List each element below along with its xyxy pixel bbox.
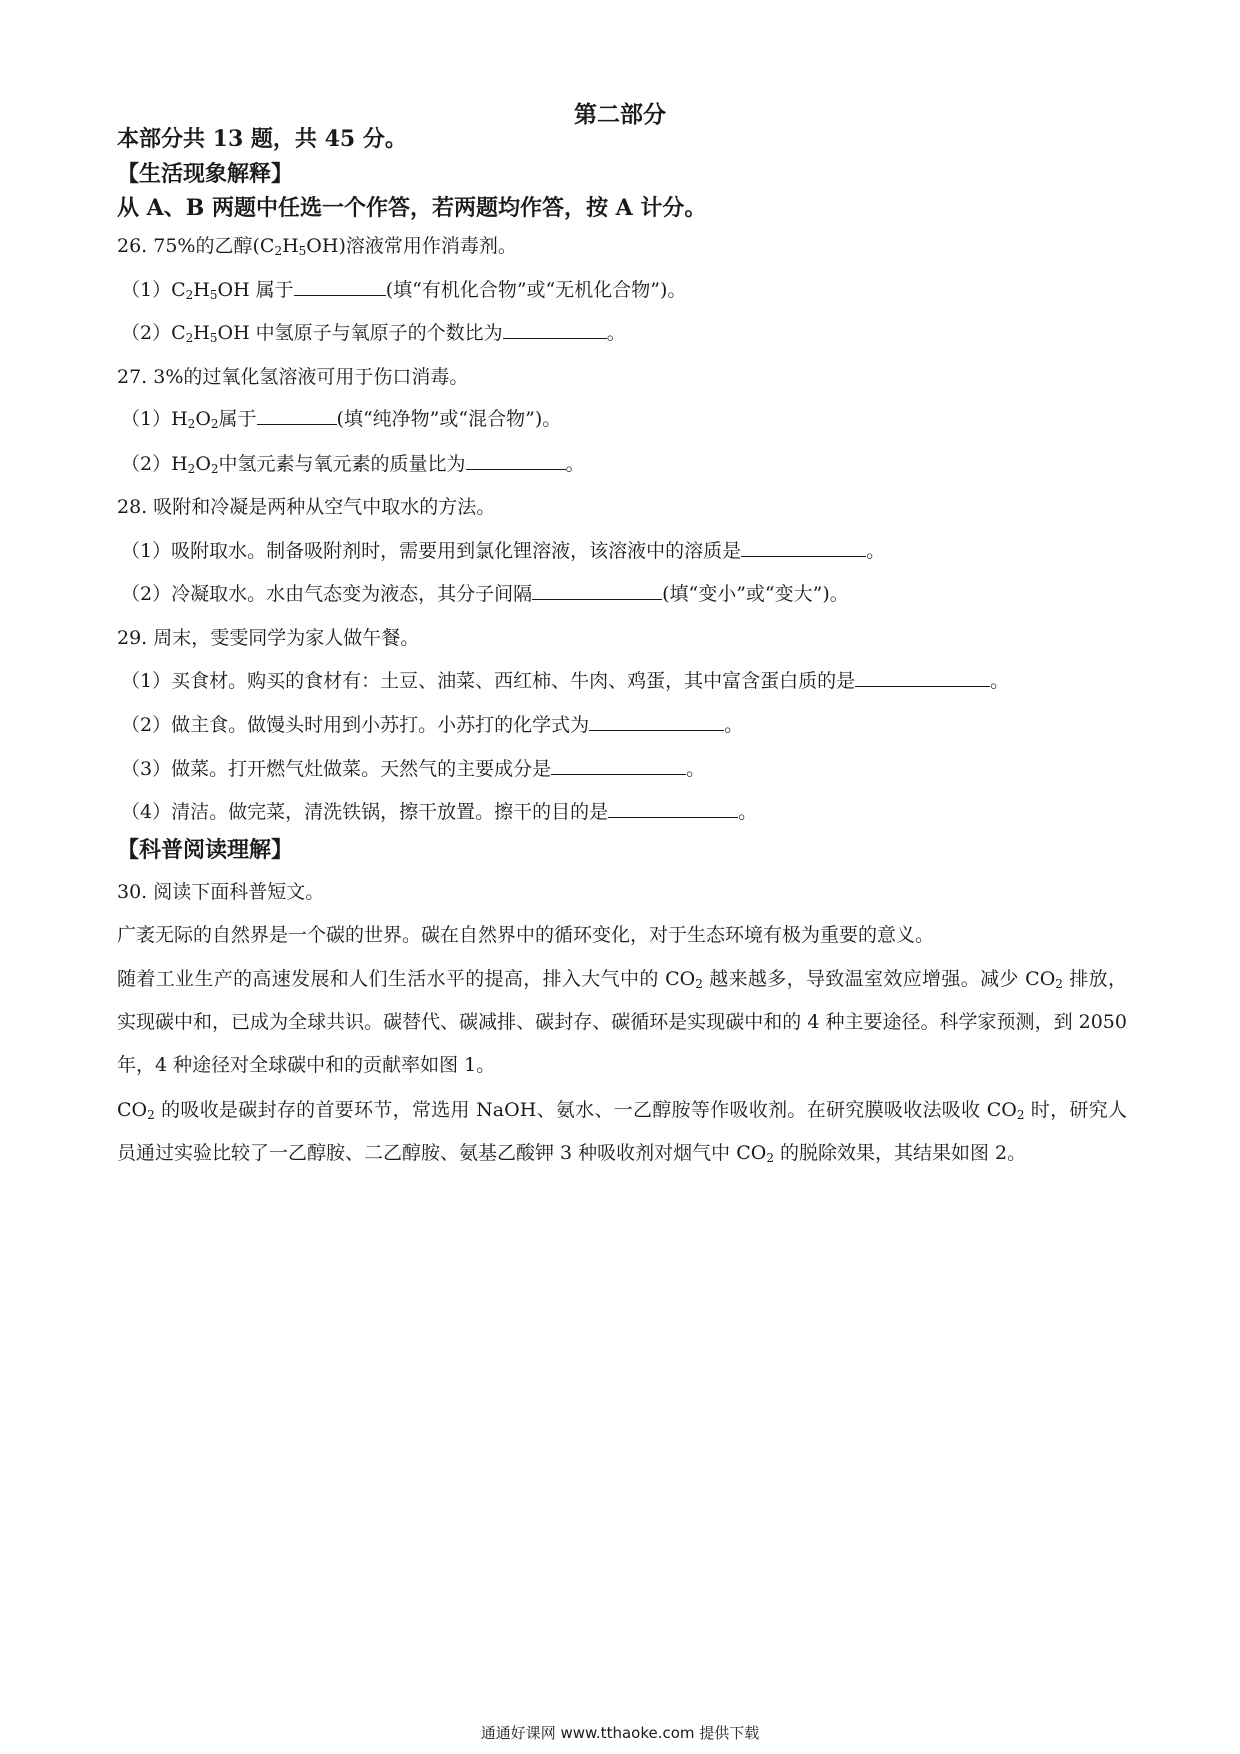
question-27-part-2: $(2)H_2O_2$中氢元素与氧元素的质量比为 。 bbox=[121, 453, 585, 476]
question-30-stem: 30. 阅读下面科普短文。 bbox=[117, 881, 325, 903]
page-footer: 通通好课网 www.tthaoke.com 提供下载 bbox=[480, 1724, 760, 1742]
reading-paragraph-2: 随着工业生产的高速发展和人们生活水平的提高，排入大气中的 $CO_2$ 越来越多，导致温室效应增强。减少 $CO_2$ 排放，实现碳中和，已成为全球共识。碳替代、碳减排、碳封存、碳循环是实现碳中和的 4 种主要途径。科学家预测，到 2050 年，4 种途径对全球碳中和的贡献率如图 1。 bbox=[117, 968, 1128, 1076]
question-29-part-2: （2）做主食。做馒头时用到小苏打。小苏打的化学式为 。 bbox=[121, 714, 744, 736]
reading-paragraph-3: $CO_2$ 的吸收是碳封存的首要环节，常选用 NaOH、氨水、一乙醇胺等作吸收剂。在研究膜吸收法吸收 $CO_2$ 时，研究人员通过实验比较了一乙醇胺、二乙醇胺、氨基乙酸钾 3 种吸收剂对烟气中 $CO_2$ 的脱除效果，其结果如图 2。 bbox=[117, 1099, 1127, 1165]
question-27-part-1: $(1)H_2O_2$属于 (填“纯净物”或“混合物”)。 bbox=[121, 408, 562, 431]
question-26-part-2: $(2)C_2H_5OH$ 中氢原子与氧原子的个数比为 。 bbox=[121, 322, 626, 345]
section-heading-science: 【科普阅读理解】 bbox=[117, 837, 294, 863]
choice-instruction: 从 A、B 两题中任选一个作答，若两题均作答，按 A 计分。 bbox=[117, 195, 707, 221]
answer-blank[interactable] bbox=[855, 668, 990, 687]
answer-blank[interactable] bbox=[466, 451, 566, 470]
question-26-part-1: $(1)C_2H_5OH$ 属于 (填“有机化合物”或“无机化合物”)。 bbox=[121, 279, 687, 302]
answer-blank[interactable] bbox=[532, 581, 662, 600]
reading-paragraph-1: 广袤无际的自然界是一个碳的世界。碳在自然界中的循环变化，对于生态环境有极为重要的意义。 bbox=[117, 924, 935, 946]
question-28-stem: 28. 吸附和冷凝是两种从空气中取水的方法。 bbox=[117, 496, 496, 518]
question-29-stem: 29. 周末，雯雯同学为家人做午餐。 bbox=[117, 627, 420, 649]
question-29-part-4: （4）清洁。做完菜，清洗铁锅，擦干放置。擦干的目的是 。 bbox=[121, 801, 758, 823]
question-27-stem: 27. 3%的过氧化氢溶液可用于伤口消毒。 bbox=[117, 366, 469, 388]
question-29-part-1: （1）买食材。购买的食材有：土豆、油菜、西红柿、牛肉、鸡蛋，其中富含蛋白质的是 。 bbox=[121, 670, 1010, 692]
answer-blank[interactable] bbox=[608, 799, 738, 818]
answer-blank[interactable] bbox=[503, 320, 607, 339]
answer-blank[interactable] bbox=[551, 756, 686, 775]
question-28-part-2: （2）冷凝取水。水由气态变为液态，其分子间隔 (填“变小”或“变大”)。 bbox=[121, 583, 849, 605]
answer-blank[interactable] bbox=[589, 712, 724, 731]
answer-blank[interactable] bbox=[294, 277, 386, 296]
question-26-stem: 26. 75%的乙醇$(C_2H_5OH)$溶液常用作消毒剂。 bbox=[117, 235, 517, 258]
page-title: 第二部分 bbox=[574, 101, 666, 128]
section-heading-life: 【生活现象解释】 bbox=[117, 161, 294, 187]
answer-blank[interactable] bbox=[741, 538, 866, 557]
section-summary: 本部分共 13 题，共 45 分。 bbox=[117, 126, 407, 152]
question-28-part-1: （1）吸附取水。制备吸附剂时，需要用到氯化锂溶液，该溶液中的溶质是 。 bbox=[121, 540, 886, 562]
question-29-part-3: （3）做菜。打开燃气灶做菜。天然气的主要成分是 。 bbox=[121, 758, 706, 780]
answer-blank[interactable] bbox=[257, 406, 337, 425]
